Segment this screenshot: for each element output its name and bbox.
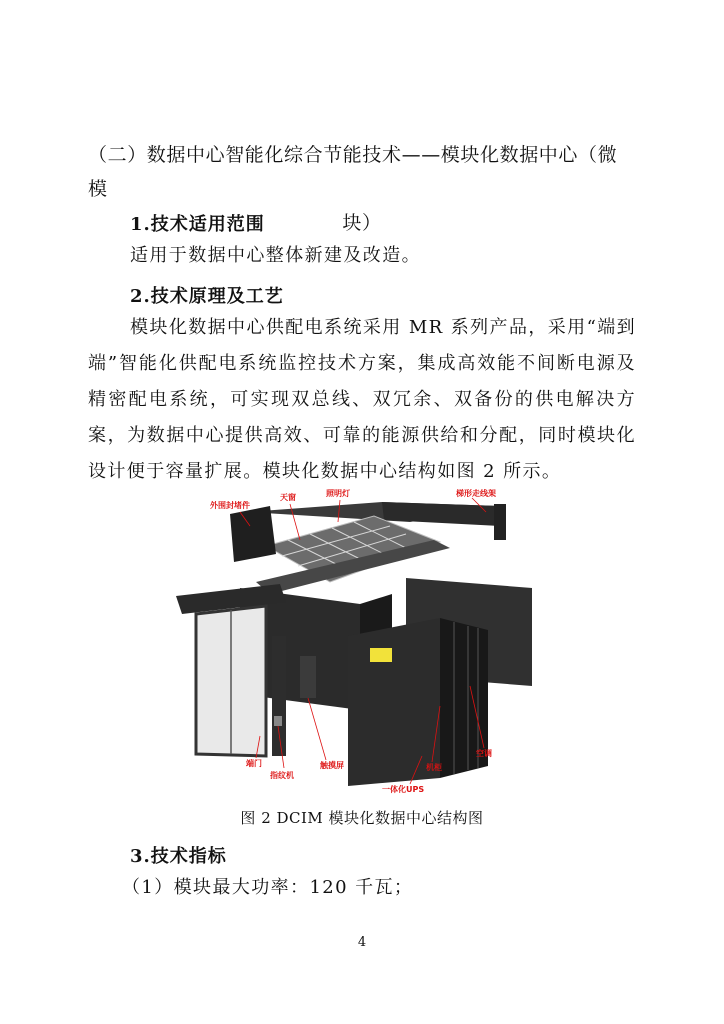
warning-label: [370, 648, 392, 662]
section-title-line1: （二）数据中心智能化综合节能技术——模块化数据中心（微模: [88, 144, 618, 200]
heading-indicators: 3.技术指标: [130, 846, 227, 867]
cable-tray: [382, 502, 500, 526]
page-number: 4: [357, 935, 367, 950]
heading-principle: 2.技术原理及工艺: [130, 286, 284, 307]
paragraph-indicator-1: （1）模块最大功率：120 千瓦；: [122, 877, 414, 898]
section-title-line2: 块）: [342, 212, 382, 234]
figure-dcim-structure: [170, 486, 554, 798]
label-fingerprint: 指纹机: [270, 771, 294, 780]
touchscreen-device: [300, 656, 316, 698]
label-skylight: 天窗: [280, 493, 296, 502]
label-outer-panel: 外围封堵件: [210, 501, 250, 510]
front-cabinet: [348, 618, 440, 786]
label-cable-tray: 梯形走线架: [456, 489, 496, 498]
label-ac: 空调: [476, 749, 492, 758]
figure-caption: 图 2 DCIM 模块化数据中心结构图: [240, 809, 484, 827]
label-ups: 一体化UPS: [382, 785, 425, 794]
paragraph-scope: 适用于数据中心整体新建及改造。: [130, 245, 421, 266]
label-cabinet: 机柜: [426, 763, 442, 772]
outer-panel: [230, 506, 276, 562]
cable-tray-post: [494, 504, 506, 540]
heading-applicable-scope: 1.技术适用范围: [130, 214, 265, 235]
fingerprint-device: [274, 716, 282, 726]
paragraph-principle: 模块化数据中心供配电系统采用 MR 系列产品，采用“端到端”智能化供配电系统监控技术方案，集成高效能不间断电源及精密配电系统，可实现双总线、双冗余、双备份的供电解决方案，为数据中心提供高效、可靠的能源供给和分配，同时模块化设计便于容量扩展。模块化数据中心结构如图 2 所示。: [88, 317, 636, 482]
label-lighting: 照明灯: [326, 489, 350, 498]
label-end-door: 端门: [246, 759, 262, 768]
label-touchscreen: 触摸屏: [320, 761, 344, 770]
